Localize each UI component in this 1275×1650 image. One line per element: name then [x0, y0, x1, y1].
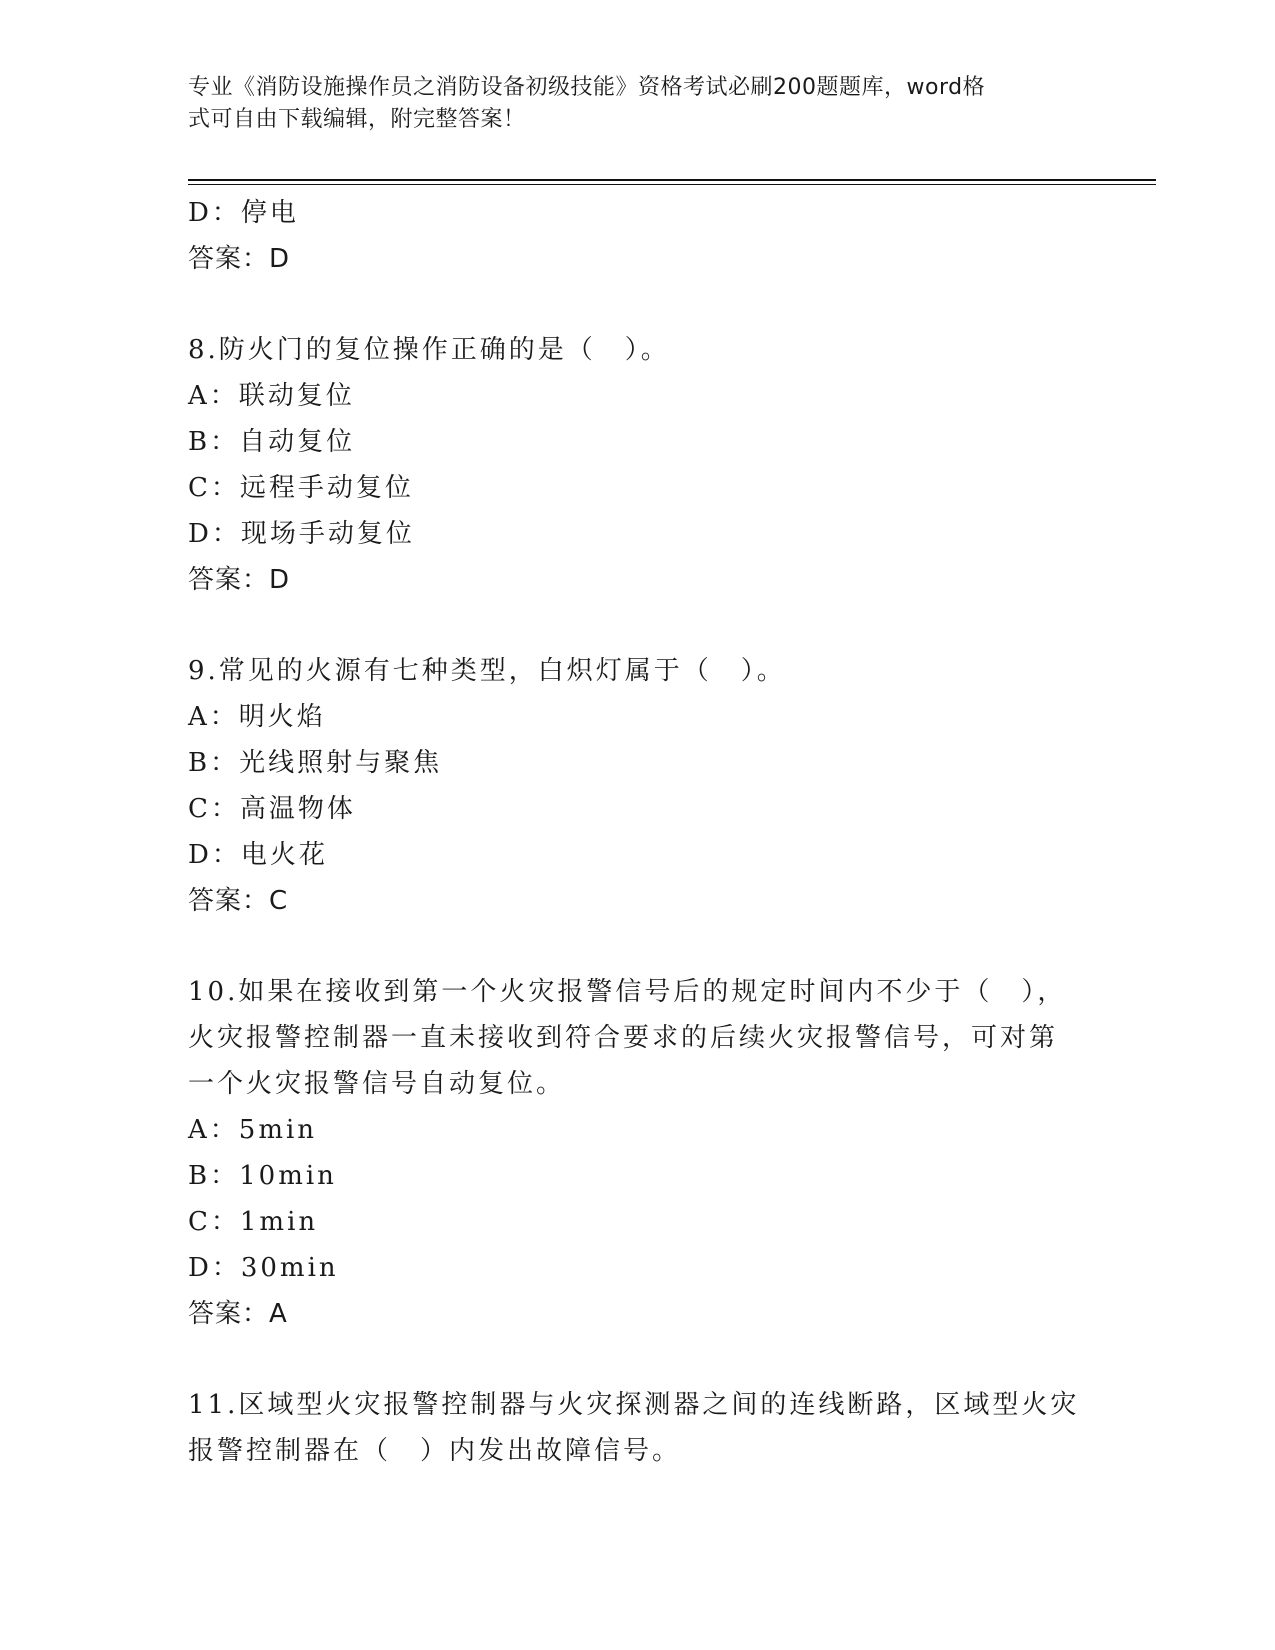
question-8	[188, 327, 1088, 603]
option-a: A：明火焰	[188, 702, 326, 732]
answer-label: 答案：A	[188, 1299, 288, 1329]
option-a: A：联动复位	[188, 381, 355, 411]
previous-question-tail	[188, 190, 1088, 282]
question-11	[188, 1382, 1088, 1474]
question-text-line-3: 一个火灾报警信号自动复位。	[188, 1069, 566, 1099]
question-text-line-2: 火灾报警控制器一直未接收到符合要求的后续火灾报警信号，可对第	[188, 1023, 1059, 1053]
option-c: C：1min	[188, 1207, 319, 1237]
question-10	[188, 969, 1088, 1337]
header-divider-thick	[188, 179, 1156, 181]
question-text-line-2: 报警控制器在（ ）内发出故障信号。	[188, 1436, 682, 1466]
option-b: B：光线照射与聚焦	[188, 748, 443, 778]
question-list	[188, 190, 1088, 1474]
option-d: D：停电	[188, 198, 299, 228]
question-9	[188, 648, 1088, 924]
answer-label: 答案：C	[188, 886, 289, 916]
option-b: B：10min	[188, 1161, 337, 1191]
option-d: D：30min	[188, 1253, 339, 1283]
document-header	[188, 72, 1068, 136]
header-line-1: 专业《消防设施操作员之消防设备初级技能》资格考试必刷200题题库，word格	[188, 75, 986, 100]
question-text: 9.常见的火源有七种类型，白炽灯属于（ ）。	[188, 656, 786, 686]
option-d: D：电火花	[188, 840, 328, 870]
answer-label: 答案：D	[188, 565, 291, 595]
option-c: C：远程手动复位	[188, 473, 414, 503]
header-line-2: 式可自由下载编辑，附完整答案！	[188, 107, 526, 132]
option-b: B：自动复位	[188, 427, 356, 457]
question-text-line-1: 10.如果在接收到第一个火灾报警信号后的规定时间内不少于（ ），	[188, 977, 1067, 1007]
question-text-line-1: 11.区域型火灾报警控制器与火灾探测器之间的连线断路，区域型火灾	[188, 1390, 1080, 1420]
option-d: D：现场手动复位	[188, 519, 415, 549]
question-text: 8.防火门的复位操作正确的是（ ）。	[188, 335, 670, 365]
answer-label: 答案：D	[188, 244, 291, 274]
option-c: C：高温物体	[188, 794, 356, 824]
header-divider-thin	[188, 184, 1156, 185]
option-a: A：5min	[188, 1115, 318, 1145]
